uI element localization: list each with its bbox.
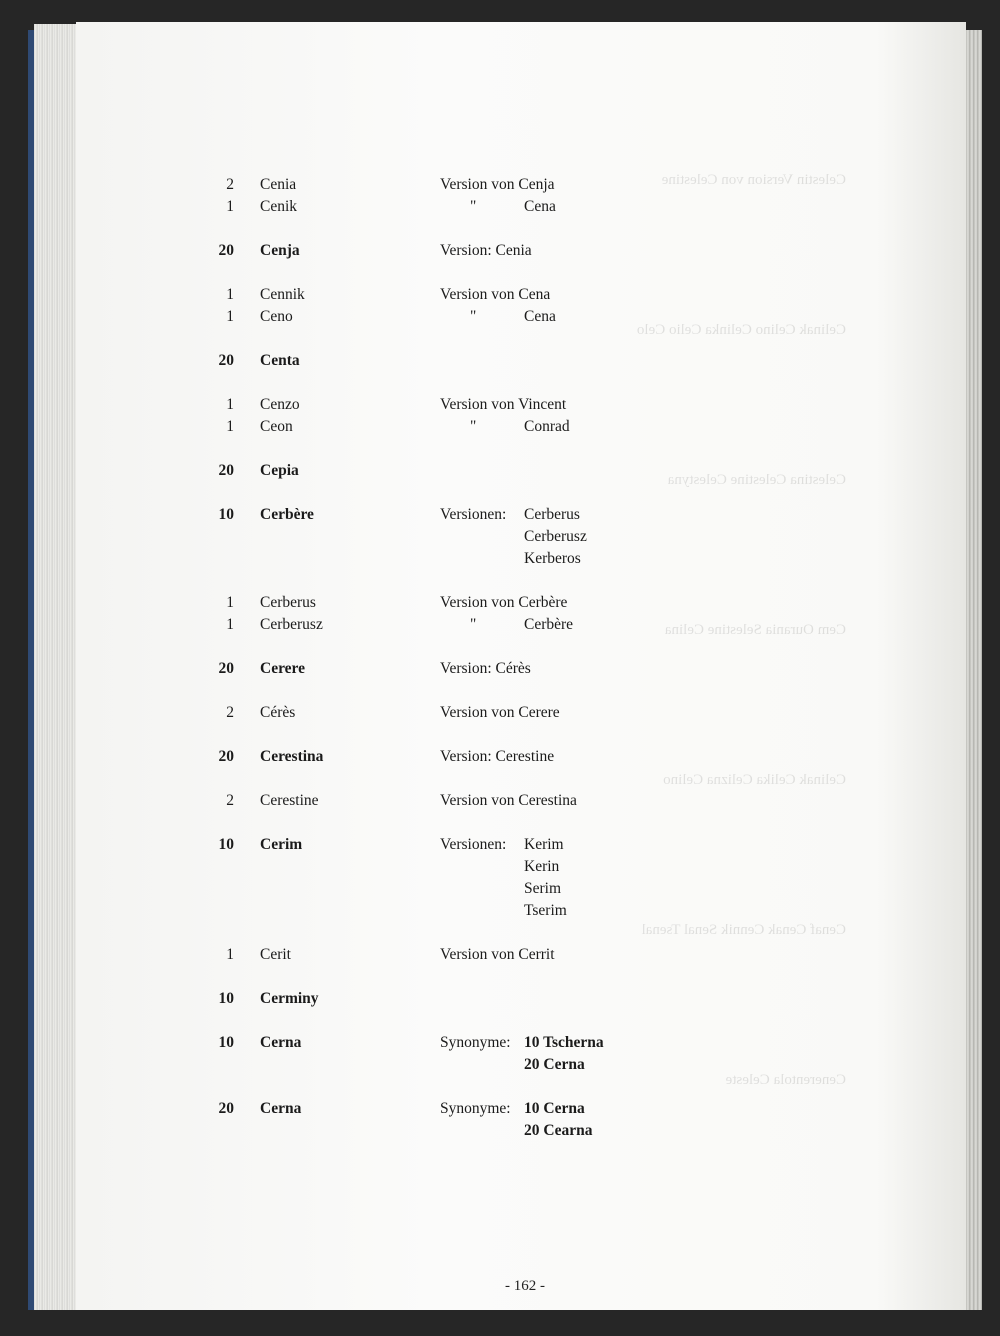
entry-name: Cerit: [260, 946, 291, 963]
entry-value-line: [0, 856, 1000, 878]
index-entry: [0, 350, 1000, 372]
entry-number: 1: [226, 396, 234, 413]
entry-description: Versionen:: [440, 836, 507, 853]
entry-number: 20: [218, 660, 234, 677]
index-entry: [0, 746, 1000, 768]
ditto-mark: ": [470, 198, 477, 215]
entry-value-line: [0, 900, 1000, 922]
entry-name: Ceno: [260, 308, 293, 325]
entry-value-line: [0, 878, 1000, 900]
entry-value-line: [0, 614, 1000, 636]
entry-description: Version von Cerestina: [440, 792, 577, 809]
entry-value-line: [0, 1054, 1000, 1076]
entry-name: Cennik: [260, 286, 305, 303]
entry-value: Cena: [524, 308, 556, 325]
entry-value-line: [0, 526, 1000, 548]
index-entry: [0, 394, 1000, 416]
entry-description: Versionen:: [440, 506, 507, 523]
entry-number: 10: [218, 836, 234, 853]
entry-number: 10: [218, 1034, 234, 1051]
index-entry: [0, 790, 1000, 812]
entry-value: 20 Cearna: [524, 1122, 593, 1139]
entry-number: 10: [218, 506, 234, 523]
entry-name: Ceon: [260, 418, 293, 435]
entry-number: 20: [218, 748, 234, 765]
entry-value-line: [0, 504, 1000, 526]
entry-description: Synonyme:: [440, 1100, 511, 1117]
index-entry: [0, 988, 1000, 1010]
entry-value-line: [0, 1098, 1000, 1120]
entry-value-line: [0, 416, 1000, 438]
entry-number: 10: [218, 990, 234, 1007]
index-entry: [0, 592, 1000, 614]
entry-number: 20: [218, 462, 234, 479]
entry-number: 1: [226, 594, 234, 611]
entry-value: Serim: [524, 880, 562, 897]
entry-value: 20 Cerna: [524, 1056, 585, 1073]
entry-value: Cerberus: [524, 506, 580, 523]
page-number: - 162 -: [505, 1278, 545, 1294]
entry-value: Cerbère: [524, 616, 574, 633]
ditto-mark: ": [470, 308, 477, 325]
ditto-mark: ": [470, 418, 477, 435]
entry-description: Version: Cérès: [440, 660, 531, 677]
entry-description: Version von Cenja: [440, 176, 555, 193]
entry-value-line: [0, 196, 1000, 218]
entry-name: Cerere: [260, 660, 306, 677]
entry-name: Cerestine: [260, 792, 319, 809]
entry-name: Cerberus: [260, 594, 316, 611]
entry-description: Version von Cerrit: [440, 946, 555, 963]
entry-value: Kerberos: [524, 550, 581, 567]
entry-number: 1: [226, 616, 234, 633]
entry-description: Version von Vincent: [440, 396, 567, 413]
entry-value: Conrad: [524, 418, 570, 435]
entry-name: Cerestina: [260, 748, 324, 765]
entry-name: Cerberusz: [260, 616, 323, 633]
entry-name: Cerna: [260, 1100, 302, 1117]
entry-value: 10 Tscherna: [524, 1034, 604, 1051]
index-entry: [0, 240, 1000, 262]
index-entry: [0, 460, 1000, 482]
index-entry: [0, 174, 1000, 196]
entry-value-line: [0, 548, 1000, 570]
entry-description: Synonyme:: [440, 1034, 511, 1051]
index-entry: [0, 658, 1000, 680]
entry-value: 10 Cerna: [524, 1100, 585, 1117]
entry-number: 1: [226, 308, 234, 325]
index-entry: [0, 702, 1000, 724]
index-entry: [0, 944, 1000, 966]
entry-number: 20: [218, 242, 234, 259]
entry-name: Cerna: [260, 1034, 302, 1051]
entry-name: Cerim: [260, 836, 303, 853]
entry-value: Cena: [524, 198, 556, 215]
entry-name: Cerminy: [260, 990, 319, 1007]
entry-name: Cenia: [260, 176, 297, 193]
entry-description: Version von Cena: [440, 286, 551, 303]
entry-value-line: [0, 1032, 1000, 1054]
ditto-mark: ": [470, 616, 477, 633]
entry-number: 1: [226, 946, 234, 963]
entry-number: 2: [226, 792, 234, 809]
entry-name: Cenzo: [260, 396, 300, 413]
index-entry: [0, 284, 1000, 306]
entry-name: Cenik: [260, 198, 298, 215]
entry-number: 1: [226, 198, 234, 215]
entry-value-line: [0, 1120, 1000, 1142]
entry-number: 1: [226, 286, 234, 303]
entry-value-line: [0, 306, 1000, 328]
entry-description: Version: Cerestine: [440, 748, 555, 765]
entry-value: Tserim: [524, 902, 567, 919]
entry-value: Kerin: [524, 858, 560, 875]
entry-description: Version von Cerere: [440, 704, 560, 721]
entry-name: Cenja: [260, 242, 300, 259]
entry-name: Cepia: [260, 462, 299, 479]
entry-number: 2: [226, 704, 234, 721]
entry-name: Cérès: [260, 704, 296, 721]
entry-value: Kerim: [524, 836, 564, 853]
entry-number: 20: [218, 1100, 234, 1117]
entry-description: Version: Cenia: [440, 242, 532, 259]
entry-number: 2: [226, 176, 234, 193]
entry-value: Cerberusz: [524, 528, 587, 545]
entry-description: Version von Cerbère: [440, 594, 568, 611]
entry-name: Centa: [260, 352, 300, 369]
entry-name: Cerbère: [260, 506, 314, 523]
entry-number: 1: [226, 418, 234, 435]
entry-value-line: [0, 834, 1000, 856]
entry-number: 20: [218, 352, 234, 369]
